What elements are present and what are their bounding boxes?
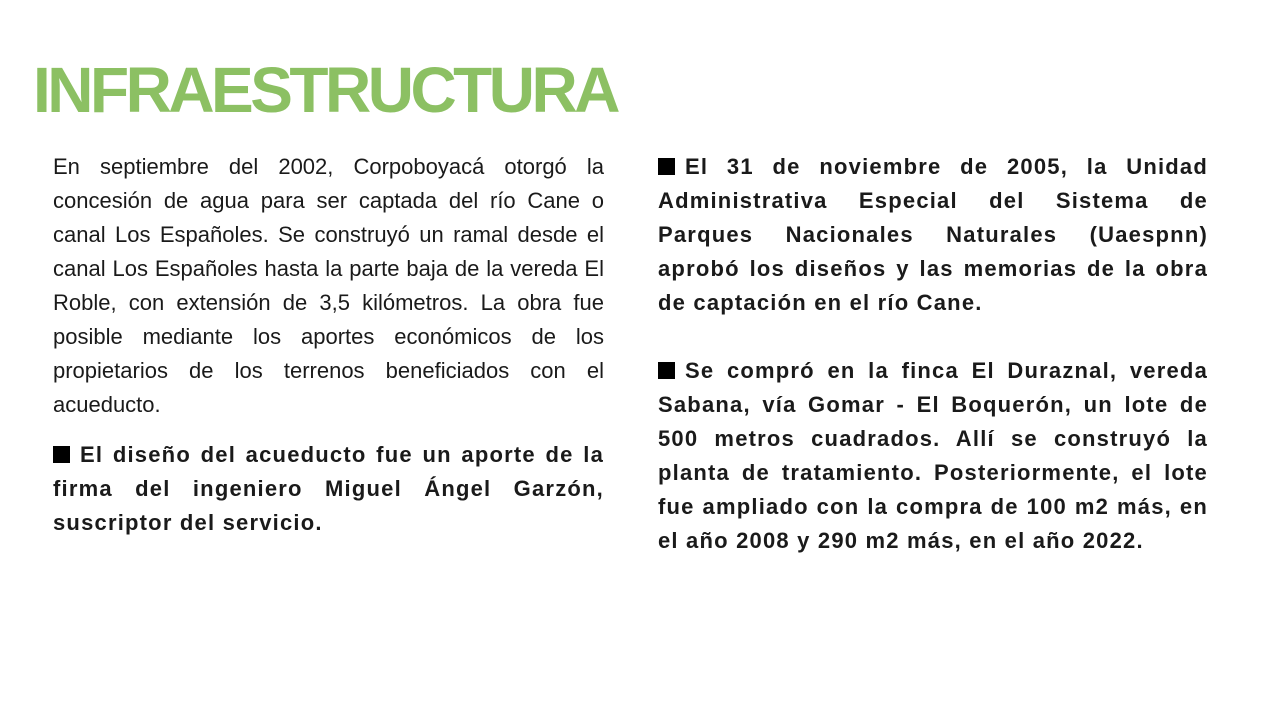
page-title: INFRAESTRUCTURA [33,54,617,126]
purchase-bullet-paragraph [658,354,1208,558]
right-column [658,150,1208,558]
approval-bullet-paragraph [658,150,1208,320]
intro-paragraph: En septiembre del 2002, Corpoboyacá otorgó la concesión de agua para ser captada del río Cane o canal Los Españoles. Se construyó un ramal desde el canal Los Españoles hasta la parte baja de la vereda El Roble, con extensión de 3,5 kilómetros. La obra fue posible mediante los aportes económicos de los propietarios de los terrenos beneficiados con el acueducto. [53,154,604,417]
design-bullet-paragraph [53,438,604,540]
square-bullet-icon [658,158,675,175]
square-bullet-icon [658,362,675,379]
square-bullet-icon [53,446,70,463]
left-column [53,150,604,540]
paragraph-spacer [658,320,1208,354]
purchase-bullet-text: Se compró en la finca El Duraznal, vereda Sabana, vía Gomar - El Boquerón, un lote de 500 metros cuadrados. Allí se construyó la planta de tratamiento. Posteriormente, el lote fue ampliado con la compra de 100 m2 más, en el año 2008 y 290 m2 más, en el año 2022. [658,358,1208,553]
design-bullet-text: El diseño del acueducto fue un aporte de la firma del ingeniero Miguel Ángel Garzón, suscriptor del servicio. [53,442,604,535]
paragraph-spacer [53,422,604,438]
approval-bullet-text: El 31 de noviembre de 2005, la Unidad Administrativa Especial del Sistema de Parques Nacionales Naturales (Uaespnn) aprobó los diseños y las memorias de la obra de captación en el río Cane. [658,154,1208,315]
